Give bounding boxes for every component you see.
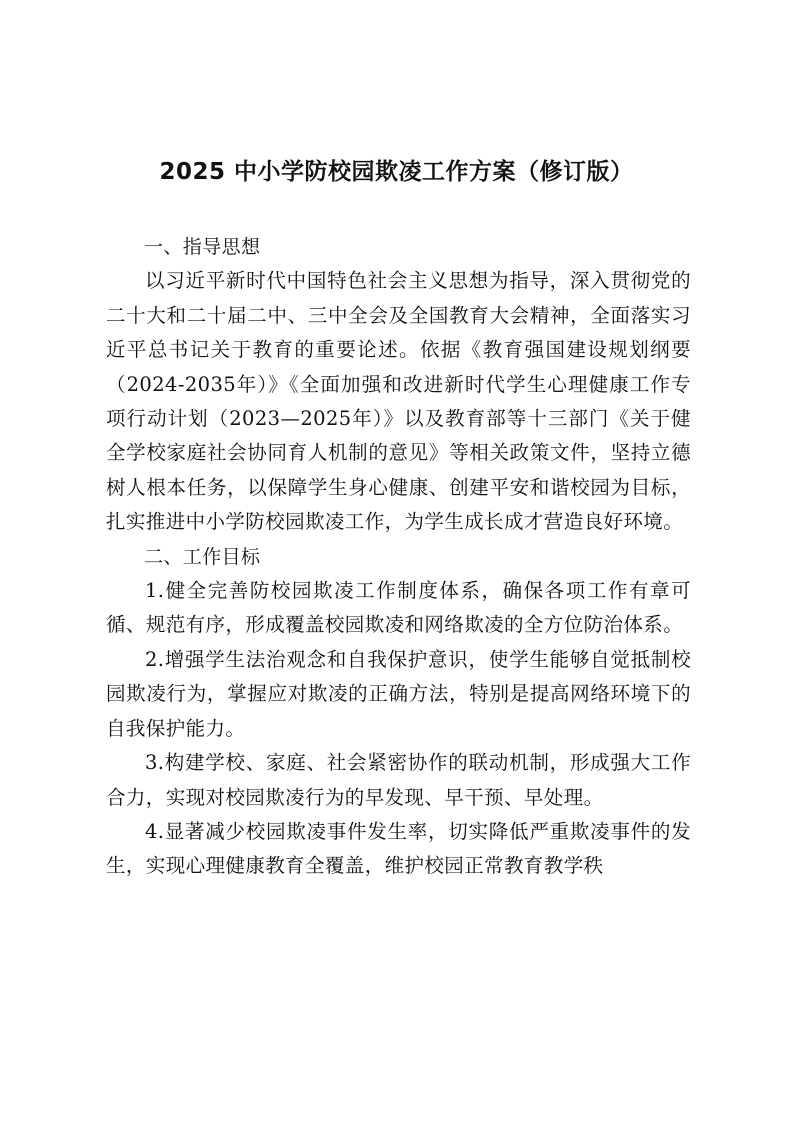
document-body — [106, 230, 691, 884]
document-title: 2025 中小学防校园欺凌工作方案（修订版） — [159, 159, 634, 185]
paragraph-goal-4: 4.显著减少校园欺凌事件发生率，切实降低严重欺凌事件的发生，实现心理健康教育全覆盖，维护校园正常教育教学秩 — [106, 819, 691, 878]
paragraph-guiding-ideology: 以习近平新时代中国特色社会主义思想为指导，深入贯彻党的二十大和二十届二中、三中全会及全国教育大会精神，全面落实习近平总书记关于教育的重要论述。依据《教育强国建设规划纲要（2024-2035年）》《全面加强和改进新时代学生心理健康工作专项行动计划（2023—2025年）》以及教育部等十三部门《关于健全学校家庭社会协同育人机制的意见》等相关政策文件，坚持立德树人根本任务，以保障学生身心健康、创建平安和谐校园为目标，扎实推进中小学防校园欺凌工作，为学生成长成才营造良好环境。 — [106, 269, 691, 534]
paragraph-goal-3: 3.构建学校、家庭、社会紧密协作的联动机制，形成强大工作合力，实现对校园欺凌行为的早发现、早干预、早处理。 — [106, 751, 691, 809]
paragraph-goal-1: 1.健全完善防校园欺凌工作制度体系，确保各项工作有章可循、规范有序，形成覆盖校园欺凌和网络欺凌的全方位防治体系。 — [106, 579, 691, 637]
section-heading-work-goals: 二、工作目标 — [144, 545, 261, 568]
section-heading-guiding-ideology: 一、指导思想 — [144, 236, 261, 258]
paragraph-goal-2: 2.增强学生法治观念和自我保护意识，使学生能够自觉抵制校园欺凌行为，掌握应对欺凌的正确方法，特别是提高网络环境下的自我保护能力。 — [106, 647, 691, 740]
